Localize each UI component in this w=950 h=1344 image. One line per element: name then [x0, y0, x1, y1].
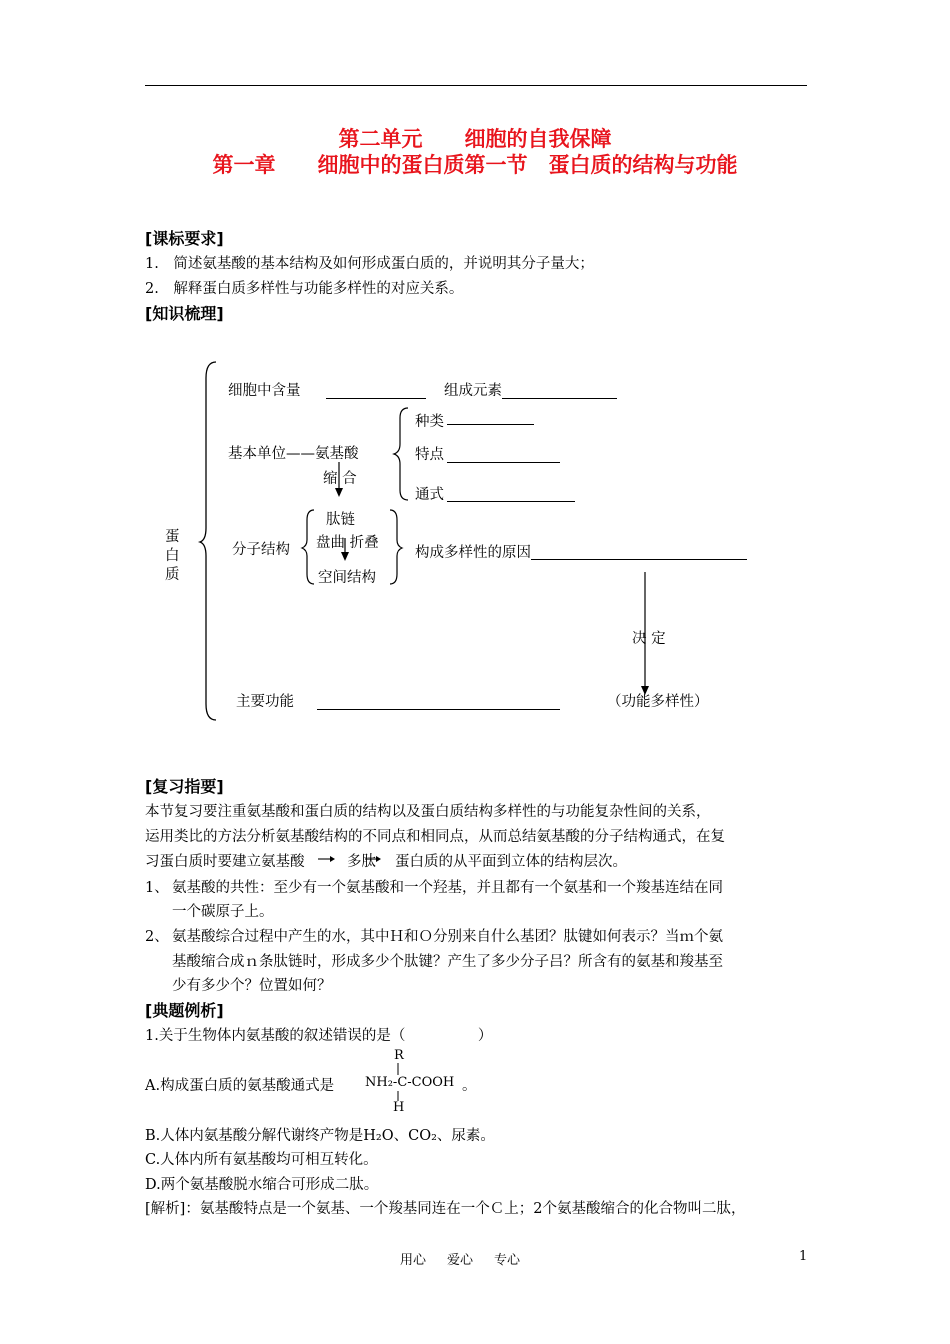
option-d: D.两个氨基酸脱水缩合可形成二肽。 — [145, 1177, 379, 1193]
elements-blank — [502, 398, 617, 399]
content-blank — [326, 398, 426, 399]
review-paragraph-line-2: 运用类比的方法分析氨基酸结构的不同点和相同点，从而总结氨基酸的分子结构通式，在复 — [145, 829, 725, 845]
footer-motto-3: 专心 — [494, 1253, 521, 1268]
standards-heading: [课标要求] — [145, 229, 224, 248]
formula-blank — [447, 501, 575, 502]
main-brace — [200, 362, 216, 720]
option-a-text: A.构成蛋白质的氨基酸通式是 — [145, 1078, 335, 1094]
formula-label: 通式 — [415, 487, 444, 503]
formula-h-atom: H — [393, 1100, 405, 1115]
analysis-text: [解析]：氨基酸特点是一个氨基、一个羧基同连在一个Ｃ上；2个氨基酸缩合的化合物叫二肽， — [145, 1201, 746, 1217]
feature-label: 特点 — [415, 447, 444, 463]
question-1-line-1: 氨基酸的共性：至少有一个氨基酸和一个羟基，并且都有一个氨基和一个羧基连结在同 — [172, 880, 723, 896]
question-2-line-2: 基酸缩合成ｎ条肽链时，形成多少个肽键？产生了多少分子吕？所含有的氨基和羧基至 — [172, 954, 723, 970]
review-paragraph-line-3c: 蛋白质的从平面到立体的结构层次。 — [395, 854, 627, 870]
structure-brace-left — [302, 510, 314, 584]
condense-label: 缩 合 — [323, 471, 357, 487]
formula-r-group: R — [394, 1048, 404, 1063]
review-paragraph-line-1: 本节复习要注重氨基酸和蛋白质的结构以及蛋白质结构多样性的与功能复杂性间的关系， — [145, 804, 711, 820]
question-1-number: 1、 — [145, 880, 169, 896]
kind-label: 种类 — [415, 414, 444, 430]
question-1-line-2: 一个碳原子上。 — [172, 904, 274, 920]
decide-label: 决 定 — [632, 631, 666, 647]
question-2-line-1: 氨基酸综合过程中产生的水，其中Ｈ和Ｏ分别来自什么基团？肽键如何表示？当ｍ个氨 — [172, 929, 723, 945]
review-heading: [复习指要] — [145, 777, 224, 796]
examples-heading: [典题例析] — [145, 1001, 224, 1020]
diagram-root: 蛋白质 — [165, 529, 180, 583]
unit-brace — [394, 408, 408, 500]
content-label: 细胞中含量 — [228, 383, 301, 399]
page-number: 1 — [799, 1249, 808, 1264]
spatial-label: 空间结构 — [318, 570, 376, 586]
unit-title: 第二单元 细胞的自我保障 — [338, 127, 612, 151]
amino-acid-formula: NH₂-C-COOH — [365, 1075, 455, 1090]
example-question: 1.关于生物体内氨基酸的叙述错误的是（ ） — [145, 1028, 493, 1044]
kind-blank — [447, 424, 534, 425]
knowledge-heading: [知识梳理] — [145, 304, 224, 323]
mol-structure-label: 分子结构 — [232, 542, 290, 558]
question-2-line-3: 少有多少个？位置如何？ — [172, 978, 332, 994]
peptide-label: 肽链 — [326, 512, 355, 528]
main-function-blank — [317, 709, 560, 710]
review-paragraph-line-3a: 习蛋白质时要建立氨基酸 — [145, 854, 305, 870]
basic-unit-label: 基本单位——氨基酸 — [228, 446, 359, 462]
standards-item-2: 2. 解释蛋白质多样性与功能多样性的对应关系。 — [145, 281, 464, 297]
footer-motto-2: 爱心 — [447, 1253, 474, 1268]
main-function-label: 主要功能 — [236, 694, 294, 710]
structure-brace-right — [390, 510, 402, 584]
standards-item-1: 1. 简述氨基酸的基本结构及如何形成蛋白质的，并说明其分子量大； — [145, 256, 594, 272]
feature-blank — [447, 462, 560, 463]
question-2-number: 2、 — [145, 929, 169, 945]
option-b: B.人体内氨基酸分解代谢终产物是H₂O、CO₂、尿素。 — [145, 1128, 495, 1144]
diversity-blank — [531, 559, 747, 560]
option-c: C.人体内所有氨基酸均可相互转化。 — [145, 1152, 378, 1168]
option-a-end: 。 — [462, 1078, 477, 1094]
footer-motto-1: 用心 — [400, 1253, 427, 1268]
fold-label: 盘曲 折叠 — [316, 535, 379, 551]
review-paragraph-line-3b: 多肽 — [347, 854, 376, 870]
elements-label: 组成元素 — [444, 383, 502, 399]
function-diversity-label: （功能多样性） — [607, 694, 709, 710]
diversity-reason-label: 构成多样性的原因 — [415, 545, 531, 561]
chapter-title: 第一章 细胞中的蛋白质第一节 蛋白质的结构与功能 — [212, 153, 738, 177]
